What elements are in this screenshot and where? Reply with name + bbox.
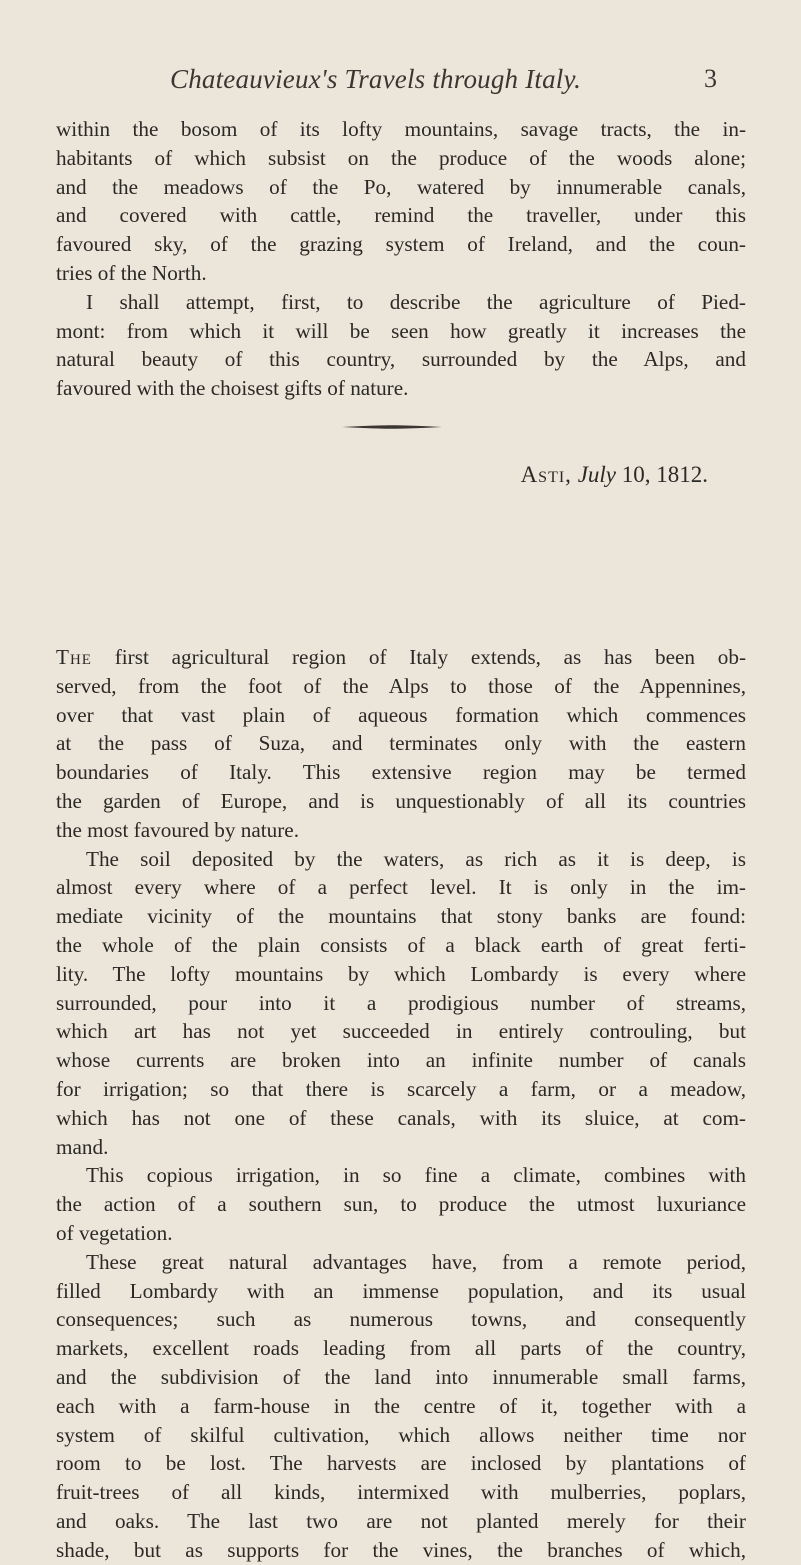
text-line: the whole of the plain consists of a black earth of great ferti- — [56, 932, 746, 957]
text-line: which art has not yet succeeded in entirely controuling, but — [56, 1019, 746, 1044]
text-line: surrounded, pour into it a prodigious number of streams, — [56, 990, 746, 1015]
dateline-month: July — [577, 462, 616, 487]
text-line: system of skilful cultivation, which allows neither time nor — [56, 1422, 746, 1447]
page-header — [170, 64, 717, 104]
text-line: over that vast plain of aqueous formation which commences — [56, 702, 746, 727]
letter-text — [56, 643, 746, 1565]
text-line: mont: from which it will be seen how greatly it increases the — [56, 318, 746, 343]
text-line: served, from the foot of the Alps to those of the Appennines, — [56, 673, 746, 698]
text-line: favoured sky, of the grazing system of Ireland, and the coun- — [56, 232, 746, 257]
text-line: natural beauty of this country, surrounded by the Alps, and — [56, 347, 746, 372]
text-line: boundaries of Italy. This extensive region may be termed — [56, 760, 746, 785]
text-line: shade, but as supports for the vines, the branches of which, — [56, 1537, 746, 1562]
text-line: almost every where of a perfect level. It is only in the im- — [56, 875, 746, 900]
text-line: whose currents are broken into an infinite number of canals — [56, 1048, 746, 1073]
text-line: mediate vicinity of the mountains that stony banks are found: — [56, 904, 746, 929]
dateline-place: Asti, — [520, 462, 572, 487]
text-line: and oaks. The last two are not planted merely for their — [56, 1508, 746, 1533]
text-line: for irrigation; so that there is scarcely a farm, or a meadow, — [56, 1076, 746, 1101]
text-line: These great natural advantages have, from a remote period, — [86, 1249, 746, 1274]
first-line-text: first agricultural region of Italy extends, as has been ob- — [114, 645, 747, 669]
text-line: each with a farm-house in the centre of it, together with a — [56, 1393, 746, 1418]
opening-word: The — [56, 645, 92, 669]
text-line: the most favoured by nature. — [56, 817, 299, 842]
page-number: 3 — [704, 64, 717, 93]
text-line: fruit-trees of all kinds, intermixed with mulberries, poplars, — [56, 1480, 746, 1505]
text-line — [56, 643, 746, 672]
text-line: and the meadows of the Po, watered by innumerable canals, — [56, 174, 746, 199]
text-line: This copious irrigation, in so fine a climate, combines with — [86, 1163, 746, 1188]
text-line: within the bosom of its lofty mountains, savage tracts, the in- — [56, 117, 746, 141]
text-line: consequences; such as numerous towns, and consequently — [56, 1307, 746, 1332]
intro-text — [56, 115, 746, 403]
running-title: Chateauvieux's Travels through Italy. — [170, 64, 582, 94]
text-line: the garden of Europe, and is unquestionably of all its countries — [56, 788, 746, 813]
text-line: and covered with cattle, remind the traveller, under this — [56, 203, 746, 228]
text-line: and the subdivision of the land into innumerable small farms, — [56, 1364, 746, 1389]
text-line: the action of a southern sun, to produce the utmost luxuriance — [56, 1192, 746, 1217]
text-line: markets, excellent roads leading from all parts of the country, — [56, 1336, 746, 1361]
text-line: lity. The lofty mountains by which Lombardy is every where — [56, 961, 746, 986]
text-line: favoured with the choisest gifts of nature. — [56, 376, 409, 401]
text-line: tries of the North. — [56, 260, 207, 285]
text-line: I shall attempt, first, to describe the agriculture of Pied- — [86, 289, 746, 314]
section-divider-ornament — [342, 423, 442, 431]
text-line: of vegetation. — [56, 1220, 173, 1245]
dateline-date: 10, 1812. — [621, 462, 708, 487]
text-line: The soil deposited by the waters, as rich as it is deep, is — [86, 846, 746, 871]
text-line: room to be lost. The harvests are inclosed by plantations of — [56, 1451, 746, 1476]
text-line: at the pass of Suza, and terminates only with the eastern — [56, 731, 746, 756]
text-line: which has not one of these canals, with its sluice, at com- — [56, 1105, 746, 1130]
text-line: filled Lombardy with an immense population, and its usual — [56, 1278, 746, 1303]
dateline — [521, 462, 708, 488]
text-line: mand. — [56, 1134, 109, 1159]
text-line: habitants of which subsist on the produce of the woods alone; — [56, 145, 746, 170]
